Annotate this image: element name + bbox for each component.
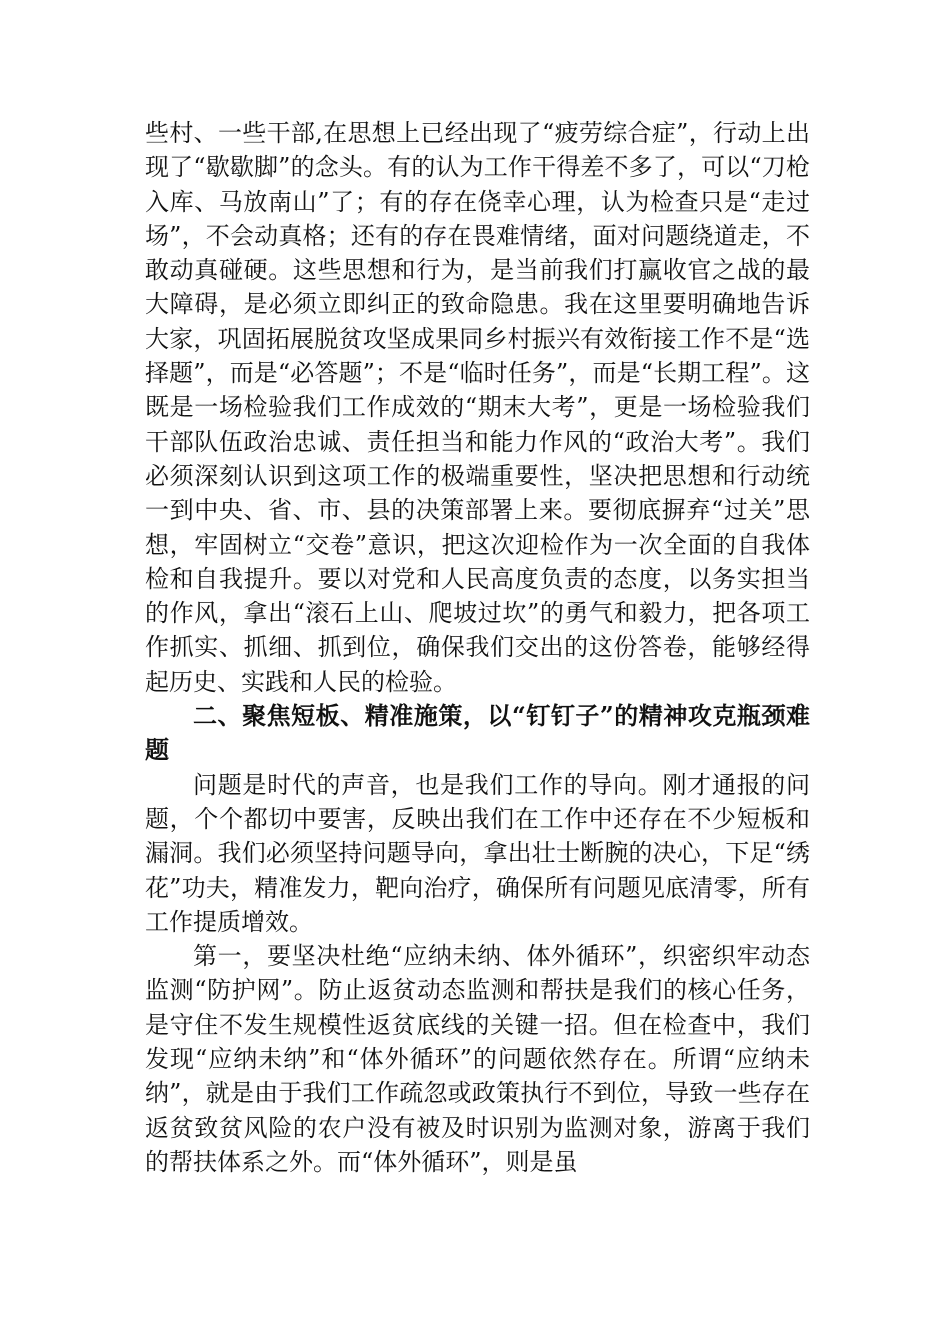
document-body <box>145 116 810 1179</box>
body-paragraph-1: 些村、一些干部,在思想上已经出现了“疲劳综合症”，行动上出现了“歇歇脚”的念头。有的认为工作干得差不多了，可以“刀枪入库、马放南山”了；有的存在侥幸心理，认为检查只是“走过场”，不会动真格；还有的存在畏难情绪，面对问题绕道走，不敢动真碰硬。这些思想和行为，是当前我们打赢收官之战的最大障碍，是必须立即纠正的致命隐患。我在这里要明确地告诉大家，巩固拓展脱贫攻坚成果同乡村振兴有效衔接工作不是“选择题”，而是“必答题”；不是“临时任务”，而是“长期工程”。这既是一场检验我们工作成效的“期末大考”，更是一场检验我们干部队伍政治忠诚、责任担当和能力作风的“政治大考”。我们必须深刻认识到这项工作的极端重要性，坚决把思想和行动统一到中央、省、市、县的决策部署上来。要彻底摒弃“过关”思想，牢固树立“交卷”意识，把这次迎检作为一次全面的自我体检和自我提升。要以对党和人民高度负责的态度，以务实担当的作风，拿出“滚石上山、爬坡过坎”的勇气和毅力，把各项工作抓实、抓细、抓到位，确保我们交出的这份答卷，能够经得起历史、实践和人民的检验。 <box>145 119 810 696</box>
body-paragraph-3: 问题是时代的声音，也是我们工作的导向。刚才通报的问题，个个都切中要害，反映出我们在工作中还存在不少短板和漏洞。我们必须坚持问题导向，拿出壮士断腕的决心，下足“绣花”功夫，精准发力，靶向治疗，确保所有问题见底清零，所有工作提质增效。 <box>145 770 810 936</box>
body-paragraph-4: 第一，要坚决杜绝“应纳未纳、体外循环”，织密织牢动态监测“防护网”。防止返贫动态监测和帮扶是我们的核心任务，是守住不发生规模性返贫底线的关键一招。但在检查中，我们发现“应纳未纳”和“体外循环”的问题依然存在。所谓“应纳未纳”，就是由于我们工作疏忽或政策执行不到位，导致一些存在返贫致贫风险的农户没有被及时识别为监测对象，游离于我们的帮扶体系之外。而“体外循环”，则是虽 <box>145 942 810 1176</box>
section-heading-2: 二、聚焦短板、精准施策，以“钉钉子”的精神攻克瓶颈难题 <box>145 701 810 765</box>
